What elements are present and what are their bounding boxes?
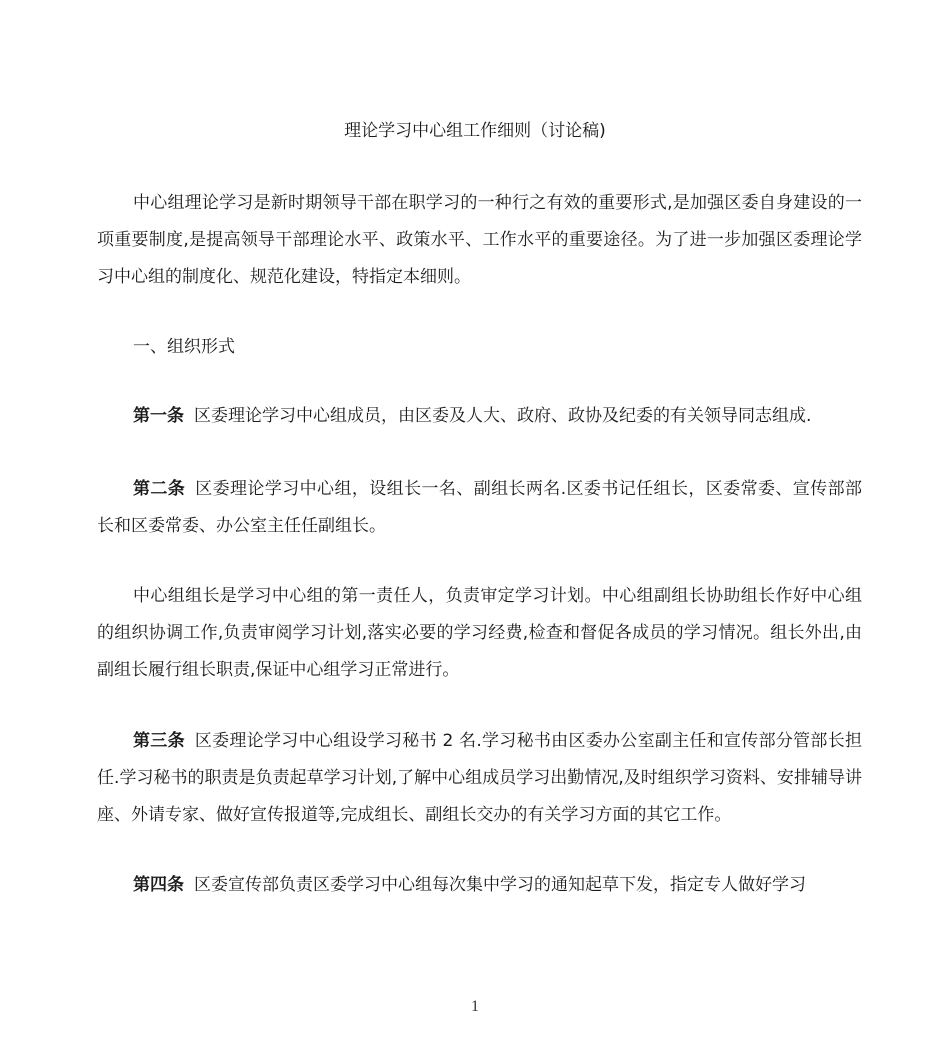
article-2-label: 第二条 [133,479,186,499]
leader-paragraph: 中心组组长是学习中心组的第一责任人，负责审定学习计划。中心组副组长协助组长作好中心组的组织协调工作,负责审阅学习计划,落实必要的学习经费,检查和督促各成员的学习情况。组长外出,由副组长履行组长职责,保证中心组学习正常进行。 [97,586,862,680]
article-3-paragraph [97,723,862,834]
article-4-label: 第四条 [133,875,184,895]
article-1-text: 区委理论学习中心组成员，由区委及人大、政府、政协及纪委的有关领导同志组成. [194,406,812,426]
section-heading-organization: 一、组织形式 [133,337,235,357]
page-number: 1 [471,998,479,1015]
article-1-label: 第一条 [133,406,184,426]
article-3-text: 区委理论学习中心组设学习秘书 2 名.学习秘书由区委办公室副主任和宣传部分管部长担任.学习秘书的职责是负责起草学习计划,了解中心组成员学习出勤情况,及时组织学习资料、安排辅导讲座、外请专家、做好宣传报道等,完成组长、副组长交办的有关学习方面的其它工作。 [97,731,862,825]
article-4-text: 区委宣传部负责区委学习中心组每次集中学习的通知起草下发，指定专人做好学习 [194,875,806,895]
article-2-text: 区委理论学习中心组，设组长一名、副组长两名.区委书记任组长，区委常委、宣传部部长和区委常委、办公室主任任副组长。 [97,479,863,536]
document-title: 理论学习中心组工作细则（讨论稿) [344,121,606,141]
intro-paragraph: 中心组理论学习是新时期领导干部在职学习的一种行之有效的重要形式,是加强区委自身建设的一项重要制度,是提高领导干部理论水平、政策水平、工作水平的重要途径。为了进一步加强区委理论学习中心组的制度化、规范化建设，特指定本细则。 [97,193,862,287]
article-1-paragraph [97,398,862,435]
article-4-paragraph [97,867,862,904]
article-3-label: 第三条 [133,731,185,751]
article-2-paragraph [97,471,862,545]
